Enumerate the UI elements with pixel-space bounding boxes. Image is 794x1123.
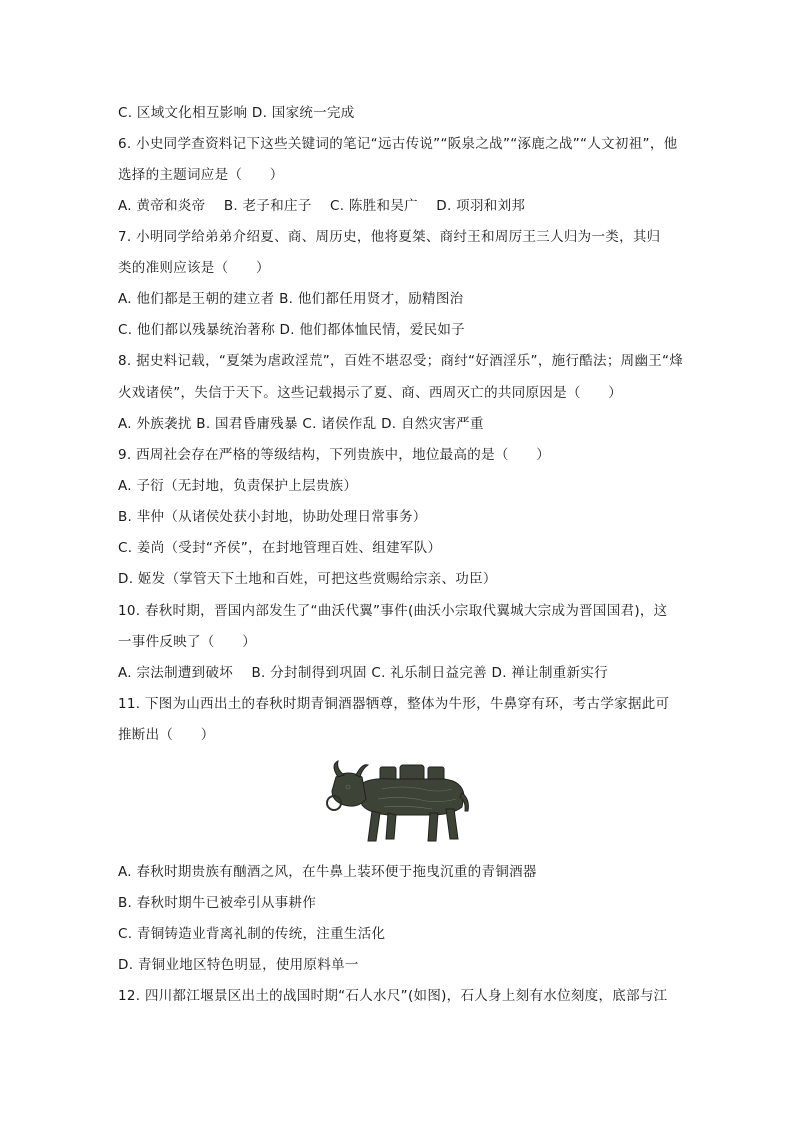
question-9-option-b: B. 芈仲（从诸侯处获小封地，协助处理日常事务）	[118, 509, 427, 525]
bronze-ox-vessel-image	[322, 755, 472, 847]
question-8-line-1: 8. 据史料记载，“夏桀为虐政淫荒”，百姓不堪忍受；商纣“好酒淫乐”，施行酷法；周幽王“烽	[118, 353, 684, 369]
question-11-option-c: C. 青铜铸造业背离礼制的传统，注重生活化	[118, 926, 386, 942]
question-9-option-a: A. 子衍（无封地，负责保护上层贵族）	[118, 478, 358, 494]
question-9-stem: 9. 西周社会存在严格的等级结构，下列贵族中，地位最高的是（ ）	[118, 447, 551, 463]
question-11-option-a: A. 春秋时期贵族有酗酒之风，在牛鼻上装环便于拖曳沉重的青铜酒器	[118, 864, 537, 880]
question-6-options: A. 黄帝和炎帝 B. 老子和庄子 C. 陈胜和吴广 D. 项羽和刘邦	[118, 198, 526, 214]
question-11-option-b: B. 春秋时期牛已被牵引从事耕作	[118, 895, 317, 911]
question-8-line-2: 火戏诸侯”，失信于天下。这些记载揭示了夏、商、西周灭亡的共同原因是（ ）	[118, 385, 623, 401]
question-11-option-d: D. 青铜业地区特色明显，使用原料单一	[118, 957, 359, 973]
question-7-options-ab: A. 他们都是王朝的建立者 B. 他们都任用贤才，励精图治	[118, 291, 464, 307]
question-10-line-1: 10. 春秋时期，晋国内部发生了“曲沃代翼”事件(曲沃小宗取代翼城大宗成为晋国国君)，这	[118, 603, 668, 619]
question-7-options-cd: C. 他们都以残暴统治著称 D. 他们都体恤民情，爱民如子	[118, 322, 465, 338]
question-11-line-1: 11. 下图为山西出土的春秋时期青铜酒器牺尊，整体为牛形，牛鼻穿有环，考古学家据此可	[118, 696, 670, 712]
question-8-options: A. 外族袭扰 B. 国君昏庸残暴 C. 诸侯作乱 D. 自然灾害严重	[118, 416, 484, 432]
question-12-line-1: 12. 四川都江堰景区出土的战国时期“石人水尺”(如图)，石人身上刻有水位刻度，底部与江	[118, 988, 668, 1004]
question-10-options: A. 宗法制遭到破坏 B. 分封制得到巩固 C. 礼乐制日益完善 D. 禅让制重新实行	[118, 665, 608, 681]
question-7-line-1: 7. 小明同学给弟弟介绍夏、商、周历史，他将夏桀、商纣王和周厉王三人归为一类，其归	[118, 229, 661, 245]
question-11-line-2: 推断出（ ）	[118, 727, 215, 743]
question-6-line-2: 选择的主题词应是（ ）	[118, 167, 284, 183]
question-9-option-d: D. 姬发（掌管天下土地和百姓，可把这些赏赐给宗亲、功臣）	[118, 571, 497, 587]
question-6-line-1: 6. 小史同学查资料记下这些关键词的笔记“远古传说”“阪泉之战”“涿鹿之战”“人文初祖”，他	[118, 136, 678, 152]
text-line: C. 区域文化相互影响 D. 国家统一完成	[118, 105, 355, 121]
question-10-line-2: 一事件反映了（ ）	[118, 634, 256, 650]
question-9-option-c: C. 姜尚（受封“齐侯”，在封地管理百姓、组建军队）	[118, 540, 442, 556]
question-7-line-2: 类的准则应该是（ ）	[118, 260, 270, 276]
